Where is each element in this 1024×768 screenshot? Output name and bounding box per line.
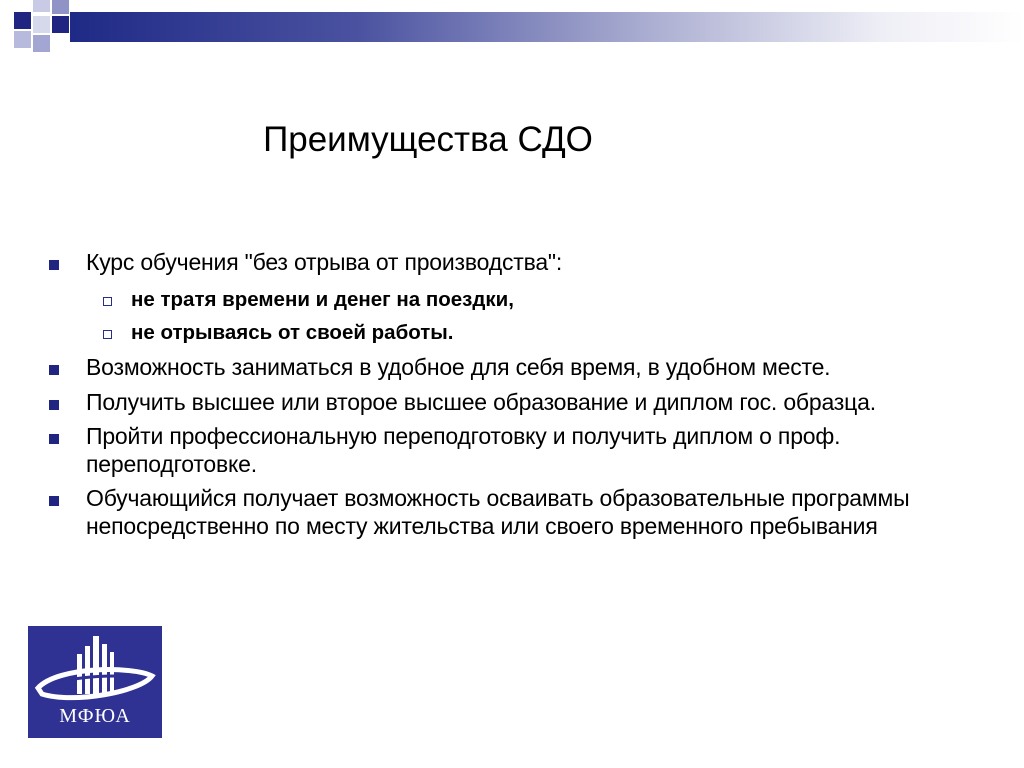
decor-square: [33, 35, 50, 52]
bullet-text: Получить высшее или второе высшее образование и диплом гос. образца.: [86, 389, 876, 415]
decor-square: [14, 31, 31, 48]
bullet-text: Курс обучения "без отрыва от производства":: [86, 249, 563, 275]
bullet-text: Обучающийся получает возможность осваивать образовательные программы непосредственно по месту жительства или своего временного пребывания: [86, 485, 910, 539]
logo-text: МФЮА: [59, 705, 131, 727]
building-emblem-icon: [28, 626, 162, 706]
header-gradient-bar: [70, 12, 1024, 42]
decor-square: [52, 0, 69, 14]
decor-square: [33, 0, 50, 12]
hollow-square-bullet-icon: [103, 330, 112, 339]
hollow-square-bullet-icon: [103, 297, 112, 306]
mfua-logo: [28, 626, 162, 738]
slide-title: Преимущества СДО: [263, 120, 593, 159]
square-bullet-icon: [49, 400, 59, 410]
square-bullet-icon: [49, 496, 59, 506]
decor-square: [33, 16, 50, 33]
decor-square: [14, 12, 31, 29]
square-bullet-icon: [49, 260, 59, 270]
sub-bullet-text: не отрываясь от своей работы.: [131, 321, 454, 344]
square-bullet-icon: [49, 434, 59, 444]
sub-bullet-text: не тратя времени и денег на поездки,: [131, 288, 514, 311]
bullet-text: Возможность заниматься в удобное для себя время, в удобном месте.: [86, 354, 831, 380]
decor-square: [52, 16, 69, 33]
square-bullet-icon: [49, 365, 59, 375]
bullet-text: Пройти профессиональную переподготовку и получить диплом о проф. переподготовке.: [86, 423, 841, 477]
